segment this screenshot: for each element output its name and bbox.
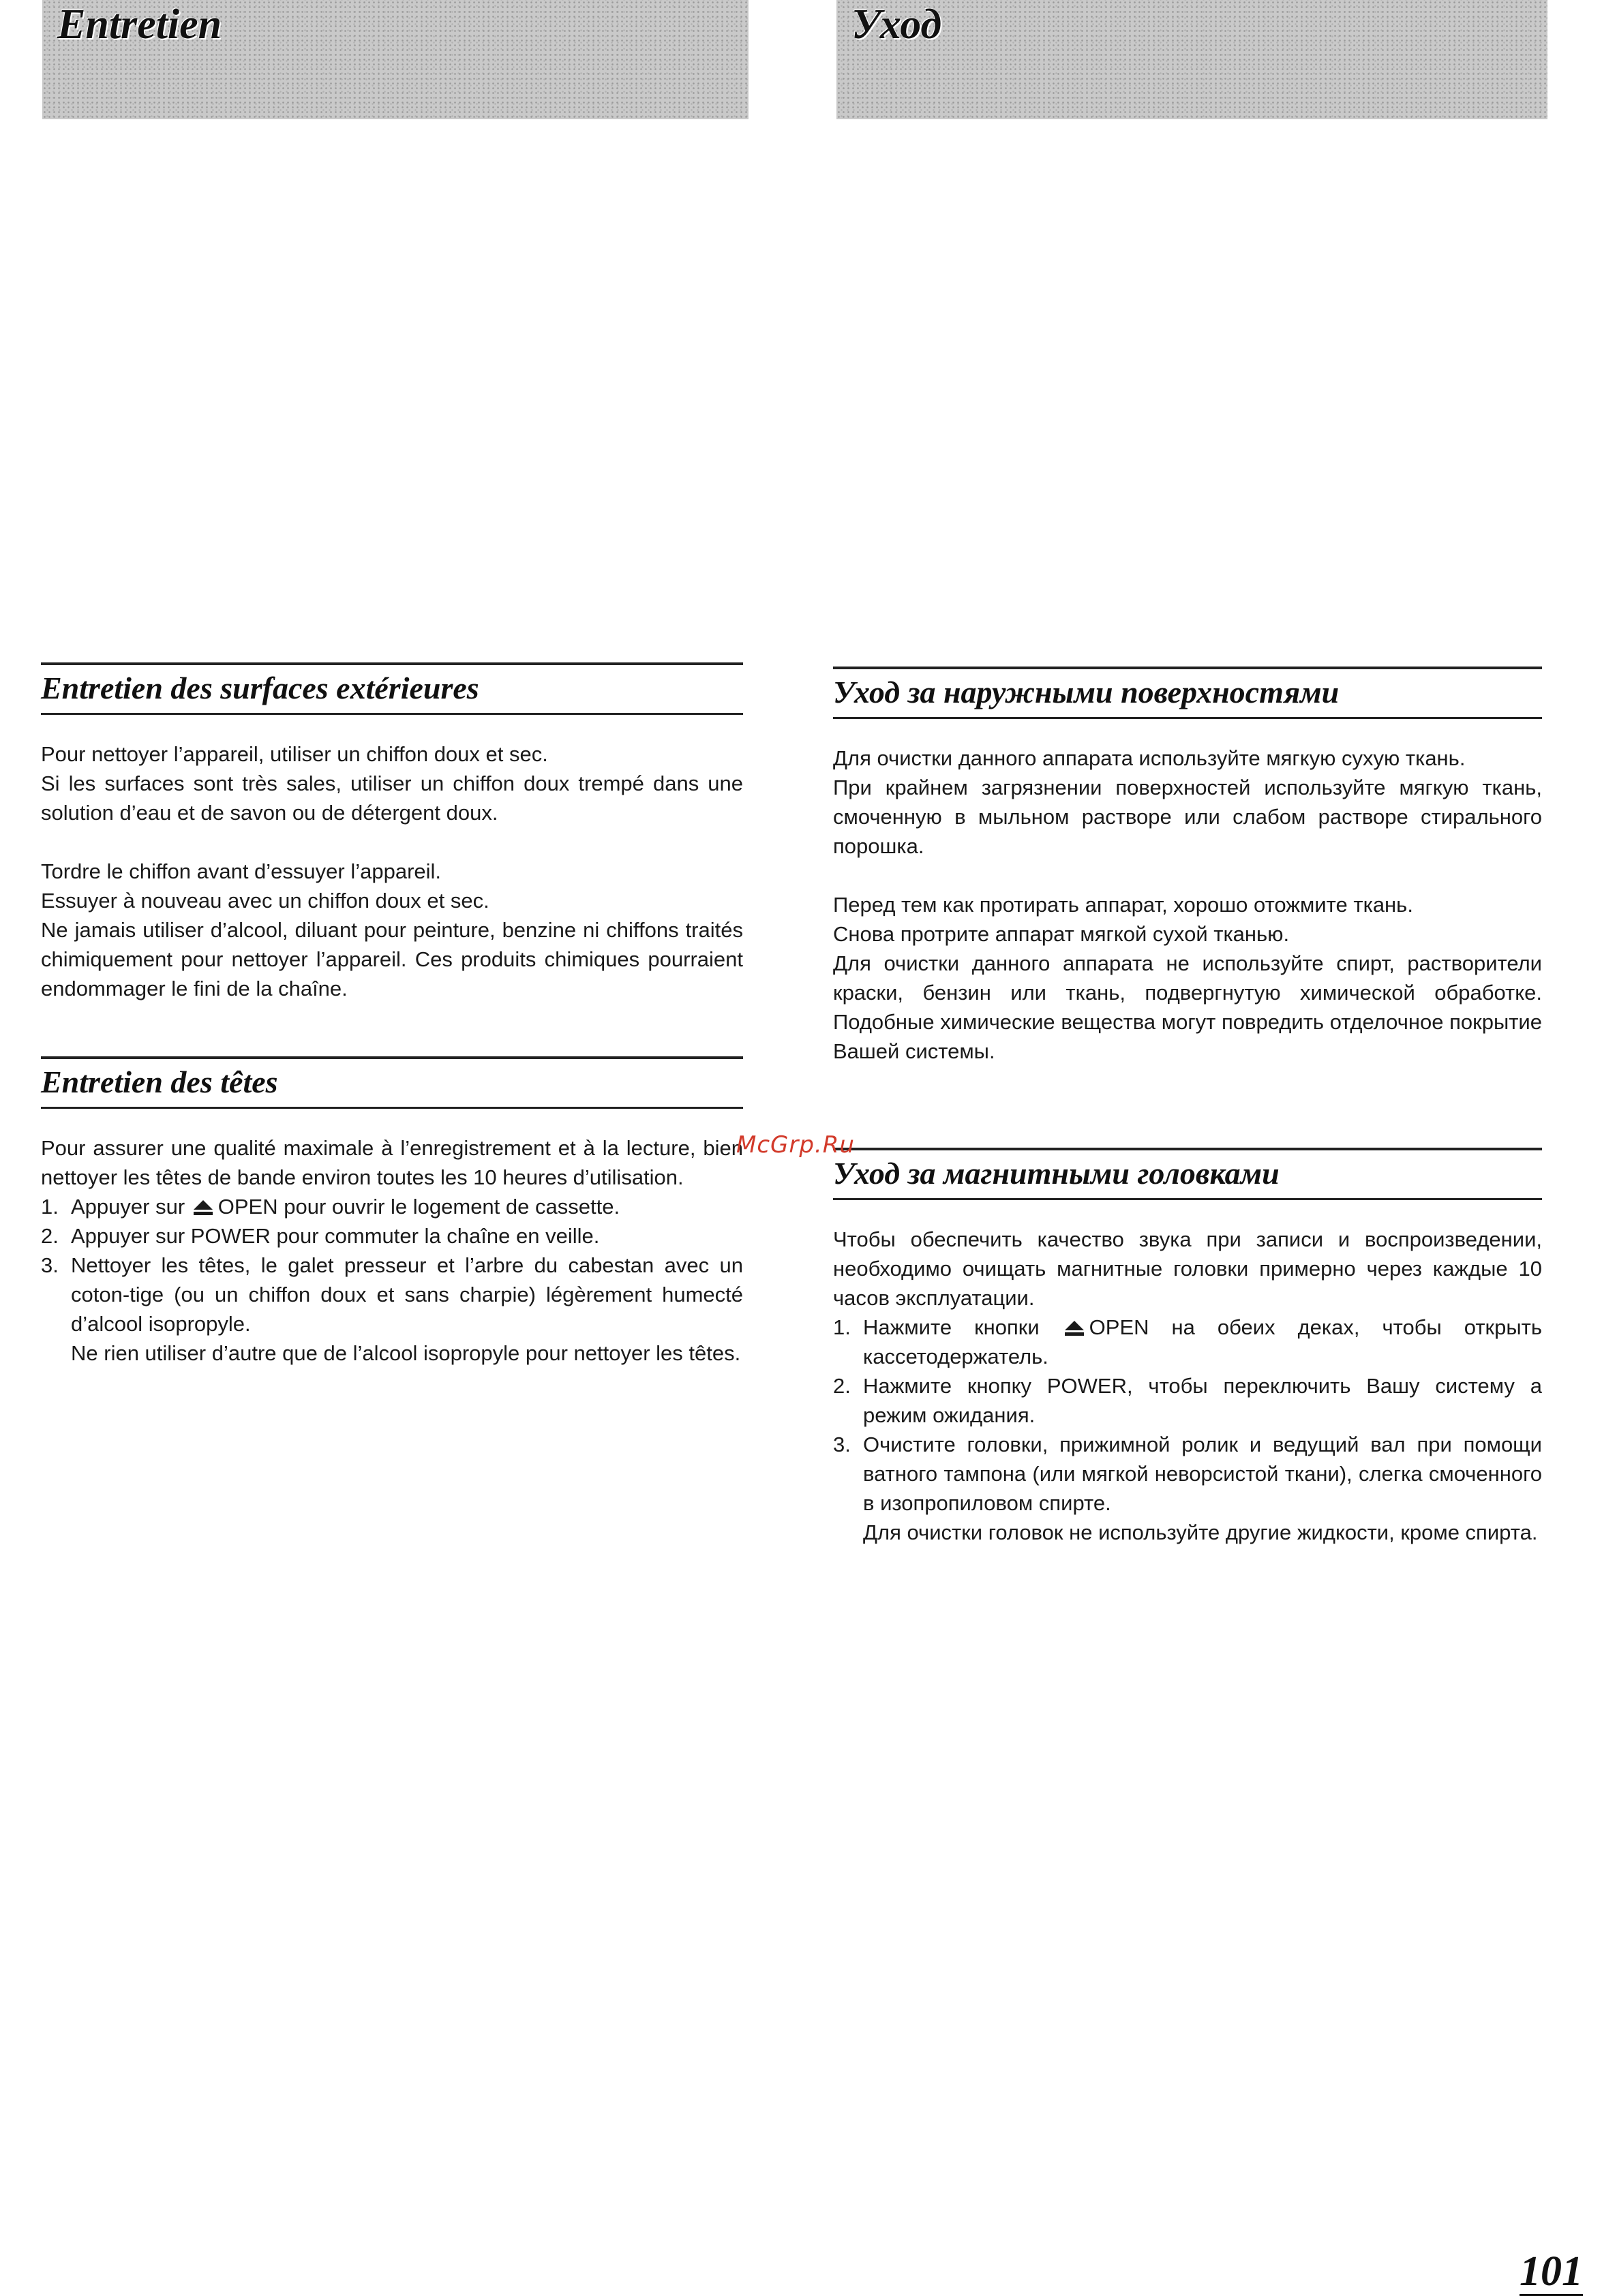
right-step-1-text-after: OPEN на обеих деках, чтобы открыть кассетодержатель.	[863, 1315, 1542, 1368]
left-step-3	[41, 1251, 743, 1368]
left-section1-p5: Ne jamais utiliser d’alcool, diluant pour peinture, benzine ni chiffons traités chimiquement pour nettoyer l’appareil. Ces produits chimiques pourraient endommager le fini de la chaîne.	[41, 918, 743, 1000]
left-step-1-number: 1.	[41, 1195, 59, 1219]
left-section2-heading: Entretien des têtes	[41, 1065, 278, 1099]
left-section2-body	[41, 1133, 743, 1368]
left-step-2-number: 2.	[41, 1224, 59, 1248]
watermark: McGrp.Ru	[736, 1131, 855, 1159]
left-step-2	[41, 1221, 743, 1251]
eject-icon	[194, 1200, 213, 1215]
right-section2-heading: Уход за магнитными головками	[833, 1156, 1280, 1191]
right-section1-p2: При крайнем загрязнении поверхностей используйте мягкую ткань, смоченную в мыльном растворе или слабом растворе стирального порошка.	[833, 776, 1542, 858]
left-banner-title: Entretien	[57, 1, 222, 48]
page-number: 101	[1520, 2248, 1583, 2295]
left-step-2-text: Appuyer sur POWER pour commuter la chaîne en veille.	[71, 1224, 600, 1248]
left-step-3-number: 3.	[41, 1253, 59, 1277]
right-step-1-text-before: Нажмите кнопки	[863, 1315, 1040, 1339]
left-step-3-note: Ne rien utiliser d’autre que de l’alcool isopropyle pour nettoyer les têtes.	[71, 1341, 741, 1365]
right-step-2-text: Нажмите кнопку POWER, чтобы переключить Вашу систему а режим ожидания.	[863, 1374, 1542, 1427]
right-section1-heading: Уход за наружными поверхностями	[833, 675, 1340, 709]
left-step-1-text-after: OPEN pour ouvrir le logement de cassette.	[217, 1195, 620, 1219]
left-banner	[42, 0, 749, 119]
left-step-1-text-before: Appuyer sur	[71, 1195, 185, 1219]
right-step-1-number: 1.	[833, 1315, 851, 1339]
right-banner	[836, 0, 1547, 119]
left-step-3-text: Nettoyer les têtes, le galet presseur et l’arbre du cabestan avec un coton-tige (ou un chiffon doux et sans charpie) légèrement humecté d’alcool isopropyle.	[71, 1253, 743, 1336]
right-section2-heading-box	[833, 1148, 1542, 1200]
right-section2-intro: Чтобы обеспечить качество звука при записи и воспроизведении, необходимо очищать магнитные головки примерно через каждые 10 часов эксплуатации.	[833, 1227, 1542, 1310]
right-step-1	[833, 1313, 1542, 1371]
left-step-1	[41, 1192, 743, 1221]
right-section1-p3: Перед тем как протирать аппарат, хорошо отожмите ткань.	[833, 893, 1413, 917]
left-section1-p4: Essuyer à nouveau avec un chiffon doux et sec.	[41, 889, 489, 913]
right-step-3-number: 3.	[833, 1433, 851, 1456]
left-section1-body	[41, 739, 743, 1003]
left-section2-intro: Pour assurer une qualité maximale à l’enregistrement et à la lecture, bien nettoyer les têtes de bande environ toutes les 10 heures d’utilisation.	[41, 1136, 743, 1189]
right-banner-title: Уход	[851, 1, 942, 48]
eject-icon	[1065, 1321, 1084, 1336]
left-section1-heading: Entretien des surfaces extérieures	[41, 671, 479, 705]
left-section1-p2: Si les surfaces sont très sales, utiliser un chiffon doux trempé dans une solution d’eau et de savon ou de détergent doux.	[41, 771, 743, 825]
right-step-2-number: 2.	[833, 1374, 851, 1398]
right-step-3-note: Для очистки головок не используйте другие жидкости, кроме спирта.	[863, 1520, 1538, 1544]
left-section1-p3: Tordre le chiffon avant d’essuyer l’appareil.	[41, 859, 442, 883]
right-section1-body	[833, 744, 1542, 1066]
right-steps-list	[833, 1313, 1542, 1547]
right-section1-p1: Для очистки данного аппарата используйте мягкую сухую ткань.	[833, 746, 1466, 770]
left-section2-heading-box	[41, 1056, 743, 1109]
right-section1-p4: Снова протрите аппарат мягкой сухой тканью.	[833, 922, 1290, 946]
right-step-2	[833, 1371, 1542, 1430]
right-section2-body	[833, 1225, 1542, 1547]
left-section1-heading-box	[41, 662, 743, 715]
right-step-3	[833, 1430, 1542, 1547]
right-step-3-text: Очистите головки, прижимной ролик и ведущий вал при помощи ватного тампона (или мягкой неворсистой ткани), слегка смоченного в изопропиловом спирте.	[863, 1433, 1542, 1515]
left-section1-p1: Pour nettoyer l’appareil, utiliser un chiffon doux et sec.	[41, 742, 548, 766]
right-section1-p5: Для очистки данного аппарата не используйте спирт, растворители краски, бензин или ткань, подвергнутую химической обработке. Подобные химические вещества могут повредить отделочное покрытие Вашей системы.	[833, 951, 1542, 1063]
right-section1-heading-box	[833, 667, 1542, 719]
left-steps-list	[41, 1192, 743, 1368]
